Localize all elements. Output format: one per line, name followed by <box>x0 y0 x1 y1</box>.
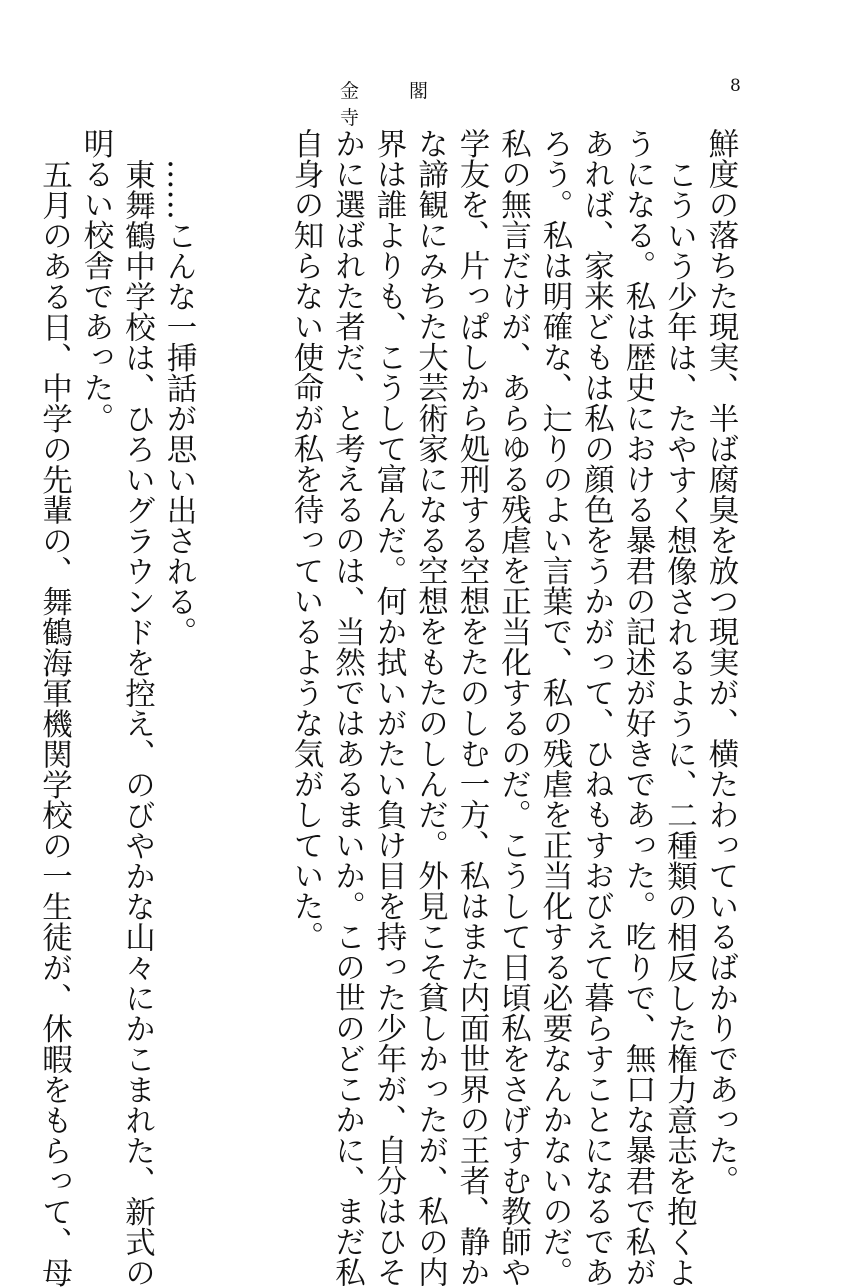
text-line: 鮮度の落ちた現実、半ば腐臭を放つ現実が、横たわっているばかりであった。 <box>703 128 738 1196</box>
text-line: ……こんな一挿話が思い出される。 <box>161 158 196 647</box>
paragraph-1 <box>700 128 742 1196</box>
text-line: かに選ばれた者だ、と考えるのは、当然ではあるまいか。この世のどこかに、まだ私 <box>329 128 365 1287</box>
vertical-text-body <box>33 128 741 1287</box>
text-line: うになる。私は歴史における暴君の記述が好きであった。吃りで、無口な暴君で私が <box>620 128 655 1287</box>
text-line: 自身の知らない使命が私を待っているような気がしていた。 <box>288 128 323 952</box>
text-line: ろう。私は明確な、辷りのよい言葉で、私の残虐を正当化する必要なんかないのだ。 <box>537 128 572 1287</box>
text-line: 五月のある日、中学の先輩の、舞鶴海軍機関学校の一生徒が、休暇をもらって、母 <box>36 158 72 1287</box>
page-number: 8 <box>730 76 741 96</box>
text-line: 私の無言だけが、あらゆる残虐を正当化するのだ。こうして日頃私をさげすむ教師や <box>495 128 531 1287</box>
paragraph-2 <box>285 128 700 1287</box>
text-line: 界は誰よりも、こうして富んだ。何か拭いがたい負け目を持った少年が、自分はひそ <box>371 128 406 1287</box>
paragraph-4 <box>75 128 158 1287</box>
paragraph-5 <box>33 128 75 1287</box>
text-line: 学友を、片っぱしから処刑する空想をたのしむ一方、私はまた内面世界の王者、静か <box>454 128 489 1287</box>
text-line: 明るい校舎であった。 <box>78 128 113 433</box>
text-line: こういう少年は、たやすく想像されるように、二種類の相反した権力意志を抱くよ <box>661 158 697 1287</box>
running-header-title: 金 閣 寺 <box>340 80 451 129</box>
text-line: 東舞鶴中学校は、ひろいグラウンドを控え、のびやかな山々にかこまれた、新式の <box>119 158 155 1287</box>
text-line: な諦観にみちた大芸術家になる空想をもたのしんだ。外見こそ貧しかったが、私の内 <box>412 128 448 1287</box>
scene-break <box>221 128 263 1128</box>
text-line: あれば、家来どもは私の顔色をうかがって、ひねもすおびえて暮らすことになるであ <box>578 128 614 1287</box>
paragraph-3 <box>158 128 200 1128</box>
